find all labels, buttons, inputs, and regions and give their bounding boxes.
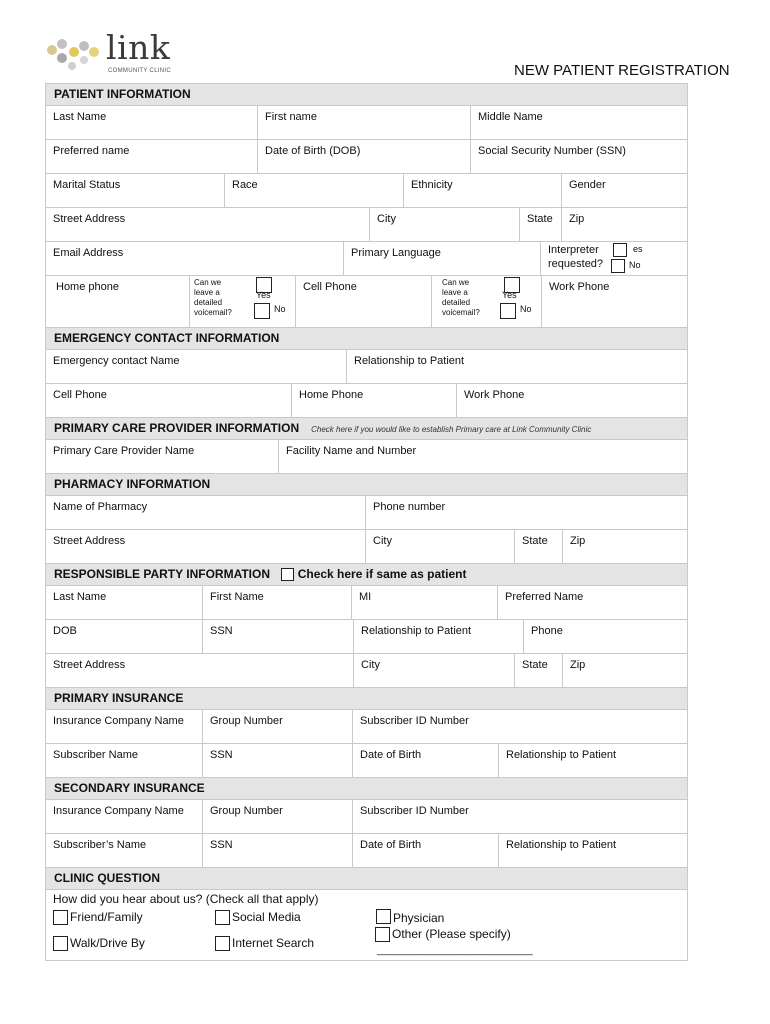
- ssn-label: Social Security Number (SSN): [478, 145, 626, 157]
- si-ssn-label: SSN: [210, 839, 233, 851]
- interpreter-no-checkbox[interactable]: [611, 259, 625, 273]
- preferred-name-field[interactable]: [46, 140, 258, 173]
- pi-dob-label: Date of Birth: [360, 749, 422, 761]
- pi-group-field[interactable]: [203, 710, 353, 743]
- interpreter-requested-label: requested?: [548, 258, 604, 270]
- patient-row-5: [46, 242, 687, 276]
- si-subscriber-name-field[interactable]: [46, 834, 203, 867]
- social-media-checkbox[interactable]: [215, 910, 230, 925]
- first-name-field[interactable]: [258, 106, 471, 139]
- pi-company-field[interactable]: [46, 710, 203, 743]
- emergency-cell-label: Cell Phone: [53, 389, 107, 401]
- other-label: Other (Please specify): [392, 927, 511, 941]
- email-label: Email Address: [53, 247, 124, 259]
- rp-phone-label: Phone: [531, 625, 563, 637]
- race-label: Race: [232, 179, 258, 191]
- option-walk-drive[interactable]: [53, 936, 145, 951]
- rp-relationship-label: Relationship to Patient: [361, 625, 472, 637]
- primary-ins-row-1: [46, 710, 687, 744]
- social-media-label: Social Media: [232, 910, 301, 924]
- secondary-ins-row-2: [46, 834, 687, 868]
- pi-subscriber-id-label: Subscriber ID Number: [360, 715, 469, 727]
- clinic-question-body: [46, 890, 687, 960]
- emergency-work-field[interactable]: [457, 384, 687, 417]
- rp-zip-label: Zip: [570, 659, 586, 671]
- rp-zip-field[interactable]: [563, 654, 687, 687]
- interpreter-yes-label: es: [633, 244, 643, 254]
- option-physician[interactable]: [376, 909, 444, 924]
- voicemail-text-4: voicemail?: [194, 308, 232, 317]
- pharmacy-phone-label: Phone number: [373, 501, 446, 513]
- rp-street-label: Street Address: [53, 659, 126, 671]
- physician-label: Physician: [393, 911, 445, 925]
- internet-search-label: Internet Search: [232, 936, 315, 950]
- emergency-cell-field[interactable]: [46, 384, 292, 417]
- si-subscriber-id-label: Subscriber ID Number: [360, 805, 469, 817]
- rp-last-name-field[interactable]: [46, 586, 203, 619]
- state-label: State: [527, 213, 553, 225]
- street-address-field[interactable]: [46, 208, 370, 241]
- logo-word: link: [106, 28, 171, 67]
- responsible-row-1: [46, 586, 687, 620]
- emergency-home-field[interactable]: [292, 384, 457, 417]
- ssn-field[interactable]: [471, 140, 687, 173]
- dob-label: Date of Birth (DOB): [265, 145, 361, 157]
- emergency-work-label: Work Phone: [464, 389, 525, 401]
- pcp-section-header: [46, 418, 687, 440]
- si-relationship-field[interactable]: [499, 834, 687, 867]
- pi-subscriber-name-label: Subscriber Name: [53, 749, 138, 761]
- rp-first-name-field[interactable]: [203, 586, 352, 619]
- pharmacy-zip-field[interactable]: [563, 530, 687, 563]
- rp-mi-field[interactable]: [352, 586, 498, 619]
- cell-voicemail-no-label: No: [520, 304, 532, 314]
- si-dob-label: Date of Birth: [360, 839, 422, 851]
- rp-ssn-field[interactable]: [203, 620, 354, 653]
- registration-form: [45, 83, 688, 961]
- si-group-label: Group Number: [210, 805, 283, 817]
- pi-company-label: Insurance Company Name: [53, 715, 184, 727]
- option-friend-family[interactable]: [53, 910, 143, 925]
- home-voicemail-field: [190, 276, 296, 327]
- rp-preferred-field[interactable]: [498, 586, 687, 619]
- rp-state-field[interactable]: [515, 654, 563, 687]
- pi-subscriber-name-field[interactable]: [46, 744, 203, 777]
- emergency-row-2: [46, 384, 687, 418]
- race-field[interactable]: [225, 174, 404, 207]
- voicemail-text-2: leave a: [194, 288, 220, 297]
- pharmacy-section-header: PHARMACY INFORMATION: [46, 474, 687, 496]
- walk-drive-label: Walk/Drive By: [70, 936, 145, 950]
- cell-voicemail-text-3: detailed: [442, 298, 471, 307]
- patient-section-header: PATIENT INFORMATION: [46, 84, 687, 106]
- si-company-label: Insurance Company Name: [53, 805, 184, 817]
- work-phone-label: Work Phone: [549, 281, 610, 293]
- home-voicemail-yes-label: Yes: [256, 290, 271, 300]
- rp-last-name-label: Last Name: [53, 591, 107, 603]
- rp-first-name-label: First Name: [210, 591, 264, 603]
- pharmacy-phone-field[interactable]: [366, 496, 687, 529]
- street-label: Street Address: [53, 213, 126, 225]
- pcp-header-label: PRIMARY CARE PROVIDER INFORMATION: [54, 421, 300, 435]
- pi-subscriber-id-field[interactable]: [353, 710, 687, 743]
- dob-field[interactable]: [258, 140, 471, 173]
- option-social-media[interactable]: [215, 910, 301, 925]
- rp-dob-field[interactable]: [46, 620, 203, 653]
- si-subscriber-name-label: Subscriber’s Name: [53, 839, 147, 851]
- last-name-label: Last Name: [53, 111, 107, 123]
- si-relationship-label: Relationship to Patient: [506, 839, 617, 851]
- pcp-name-field[interactable]: [46, 440, 279, 473]
- emergency-relationship-field[interactable]: [347, 350, 687, 383]
- emergency-name-label: Emergency contact Name: [53, 355, 180, 367]
- secondary-ins-row-1: [46, 800, 687, 834]
- logo-subtitle: COMMUNITY CLINIC: [108, 68, 172, 74]
- cell-phone-field[interactable]: [296, 276, 432, 327]
- pi-dob-field[interactable]: [353, 744, 499, 777]
- pharmacy-city-field[interactable]: [366, 530, 515, 563]
- pcp-name-label: Primary Care Provider Name: [53, 445, 195, 457]
- patient-row-4: [46, 208, 687, 242]
- rp-city-label: City: [361, 659, 380, 671]
- emergency-section-header: EMERGENCY CONTACT INFORMATION: [46, 328, 687, 350]
- clinic-question-header: CLINIC QUESTION: [46, 868, 687, 890]
- primary-language-label: Primary Language: [351, 247, 441, 259]
- primary-ins-row-2: [46, 744, 687, 778]
- marital-status-label: Marital Status: [53, 179, 121, 191]
- internet-search-checkbox[interactable]: [215, 936, 230, 951]
- zip-label: Zip: [569, 213, 585, 225]
- other-checkbox[interactable]: [375, 927, 390, 942]
- interpreter-field: [541, 242, 687, 275]
- pi-group-label: Group Number: [210, 715, 283, 727]
- friend-family-checkbox[interactable]: [53, 910, 68, 925]
- pharmacy-street-label: Street Address: [53, 535, 126, 547]
- first-name-label: First name: [265, 111, 317, 123]
- pharmacy-state-field[interactable]: [515, 530, 563, 563]
- pharmacy-row-2: [46, 530, 687, 564]
- patient-row-6: [46, 276, 687, 328]
- middle-name-label: Middle Name: [478, 111, 543, 123]
- secondary-insurance-header: SECONDARY INSURANCE: [46, 778, 687, 800]
- clinic-logo: [44, 28, 194, 78]
- state-field[interactable]: [520, 208, 562, 241]
- cell-voicemail-text-2: leave a: [442, 288, 468, 297]
- preferred-name-label: Preferred name: [53, 145, 130, 157]
- cell-voicemail-text-4: voicemail?: [442, 308, 480, 317]
- logo-mark-icon: [44, 36, 104, 76]
- same-as-patient-checkbox[interactable]: [281, 568, 294, 581]
- home-phone-label: Home phone: [56, 281, 119, 293]
- pharmacy-name-label: Name of Pharmacy: [53, 501, 148, 513]
- pi-ssn-label: SSN: [210, 749, 233, 761]
- cell-phone-label: Cell Phone: [303, 281, 357, 293]
- middle-name-field[interactable]: [471, 106, 687, 139]
- si-group-field[interactable]: [203, 800, 353, 833]
- si-ssn-field[interactable]: [203, 834, 353, 867]
- ethnicity-field[interactable]: [404, 174, 562, 207]
- same-as-patient-label: Check here if same as patient: [297, 567, 467, 581]
- si-company-field[interactable]: [46, 800, 203, 833]
- pcp-row-1: [46, 440, 687, 474]
- physician-checkbox[interactable]: [376, 909, 391, 924]
- gender-label: Gender: [569, 179, 606, 191]
- city-label: City: [377, 213, 396, 225]
- responsible-header-label: RESPONSIBLE PARTY INFORMATION: [54, 567, 271, 581]
- pharmacy-zip-label: Zip: [570, 535, 586, 547]
- pharmacy-state-label: State: [522, 535, 548, 547]
- cell-voicemail-no-checkbox[interactable]: [500, 303, 516, 319]
- city-field[interactable]: [370, 208, 520, 241]
- voicemail-text-3: detailed: [194, 298, 223, 307]
- rp-phone-field[interactable]: [524, 620, 687, 653]
- emergency-row-1: [46, 350, 687, 384]
- pharmacy-row-1: [46, 496, 687, 530]
- rp-preferred-label: Preferred Name: [505, 591, 584, 603]
- rp-mi-label: MI: [359, 591, 372, 603]
- work-phone-field[interactable]: [542, 276, 687, 327]
- pharmacy-city-label: City: [373, 535, 392, 547]
- home-voicemail-no-checkbox[interactable]: [254, 303, 270, 319]
- last-name-field[interactable]: [46, 106, 258, 139]
- patient-row-1: [46, 106, 687, 140]
- cell-voicemail-text-1: Can we: [442, 278, 470, 287]
- pi-relationship-label: Relationship to Patient: [506, 749, 617, 761]
- rp-city-field[interactable]: [354, 654, 515, 687]
- rp-street-field[interactable]: [46, 654, 354, 687]
- rp-relationship-field[interactable]: [354, 620, 524, 653]
- si-subscriber-id-field[interactable]: [353, 800, 687, 833]
- responsible-section-header: [46, 564, 687, 586]
- option-internet-search[interactable]: [215, 936, 314, 951]
- patient-row-3: [46, 174, 687, 208]
- pi-ssn-field[interactable]: [203, 744, 353, 777]
- responsible-row-2: [46, 620, 687, 654]
- walk-drive-checkbox[interactable]: [53, 936, 68, 951]
- interpreter-yes-checkbox[interactable]: [613, 243, 627, 257]
- rp-state-label: State: [522, 659, 548, 671]
- pi-relationship-field[interactable]: [499, 744, 687, 777]
- patient-row-2: [46, 140, 687, 174]
- responsible-row-3: [46, 654, 687, 688]
- voicemail-text-1: Can we: [194, 278, 222, 287]
- interpreter-no-label: No: [629, 260, 641, 270]
- primary-language-field[interactable]: [344, 242, 541, 275]
- rp-ssn-label: SSN: [210, 625, 233, 637]
- emergency-relationship-label: Relationship to Patient: [354, 355, 465, 367]
- rp-dob-label: DOB: [53, 625, 77, 637]
- other-specify-line[interactable]: ____________________________: [377, 945, 533, 956]
- pcp-note[interactable]: Check here if you would like to establish Primary care at Link Community Clinic: [311, 425, 592, 434]
- option-other[interactable]: [375, 927, 511, 942]
- document-title: NEW PATIENT REGISTRATION: [514, 62, 730, 79]
- ethnicity-label: Ethnicity: [411, 179, 453, 191]
- emergency-name-field[interactable]: [46, 350, 347, 383]
- interpreter-label: Interpreter: [548, 244, 599, 256]
- primary-insurance-header: PRIMARY INSURANCE: [46, 688, 687, 710]
- home-phone-field[interactable]: [46, 276, 190, 327]
- pcp-facility-label: Facility Name and Number: [286, 445, 417, 457]
- email-field[interactable]: [46, 242, 344, 275]
- si-dob-field[interactable]: [353, 834, 499, 867]
- gender-field[interactable]: [562, 174, 687, 207]
- zip-field[interactable]: [562, 208, 687, 241]
- home-voicemail-no-label: No: [274, 304, 286, 314]
- cell-voicemail-yes-label: Yes: [502, 290, 517, 300]
- pharmacy-name-field[interactable]: [46, 496, 366, 529]
- pcp-facility-field[interactable]: [279, 440, 687, 473]
- marital-status-field[interactable]: [46, 174, 225, 207]
- pharmacy-street-field[interactable]: [46, 530, 366, 563]
- friend-family-label: Friend/Family: [70, 910, 143, 924]
- cell-voicemail-field: [432, 276, 542, 327]
- emergency-home-label: Home Phone: [299, 389, 364, 401]
- clinic-question-text: How did you hear about us? (Check all that apply): [53, 892, 319, 906]
